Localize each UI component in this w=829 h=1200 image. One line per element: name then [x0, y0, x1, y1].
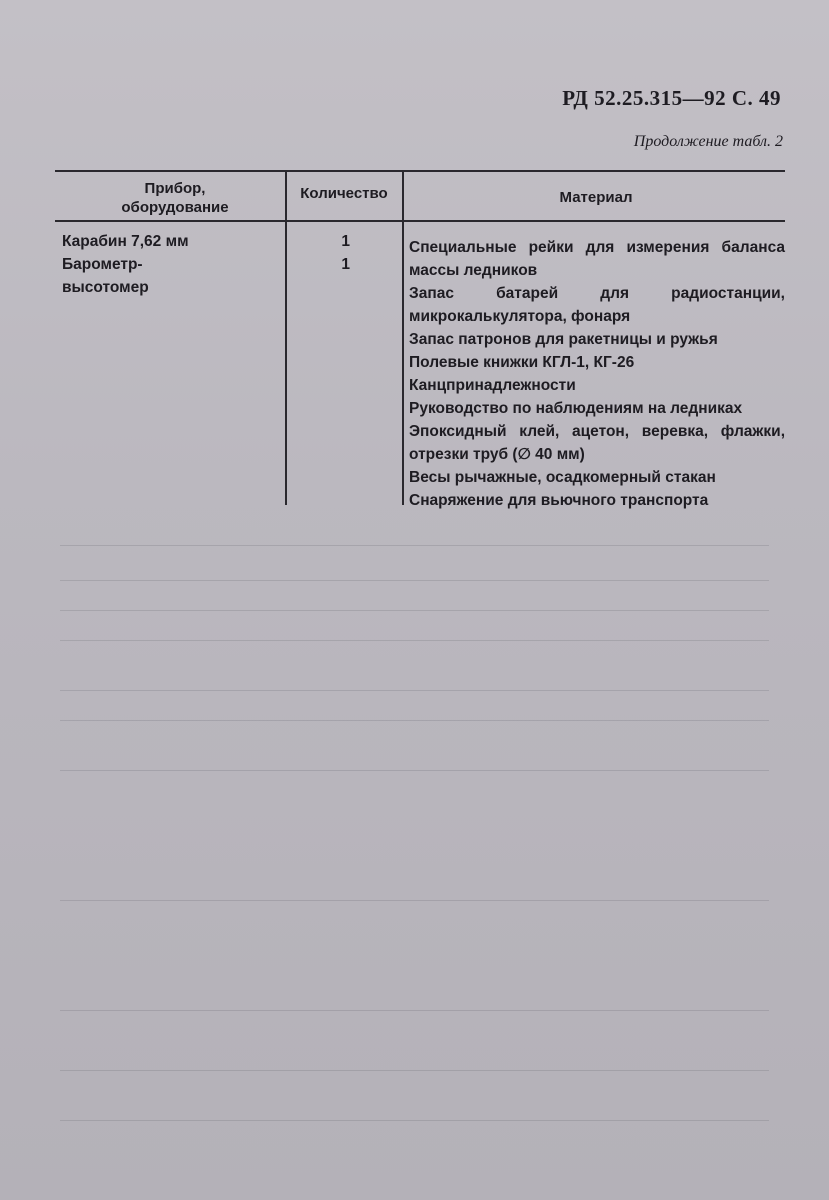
- bleed-through-line: [60, 1010, 769, 1011]
- bleed-through-line: [60, 900, 769, 901]
- bleed-through-line: [60, 720, 769, 721]
- bleed-through-line: [60, 640, 769, 641]
- bleed-through-line: [60, 1070, 769, 1071]
- document-code: РД 52.25.315—92 С. 49: [562, 86, 781, 110]
- material-item: Запас батарей для радиостанции, микрокалькулятора, фонаря: [409, 285, 785, 325]
- material-item: Запас патронов для ракетницы и ружья: [409, 331, 718, 348]
- column-header-quantity: Количество: [300, 185, 388, 202]
- column-header-material: Материал: [559, 189, 633, 206]
- device-cell: Барометр-высотомер: [62, 256, 149, 296]
- material-item: Весы рычажные, осадкомерный стакан: [409, 469, 716, 486]
- bleed-through-line: [60, 690, 769, 691]
- material-item: Эпоксидный клей, ацетон, веревка, флажки, отрезки труб (∅ 40 мм): [409, 423, 785, 463]
- materials-list: [409, 236, 785, 512]
- table-header-rule: [55, 220, 785, 222]
- table-top-rule: [55, 170, 785, 172]
- material-item: Полевые книжки КГЛ-1, КГ-26: [409, 354, 635, 371]
- bleed-through-line: [60, 610, 769, 611]
- bleed-through-line: [60, 1120, 769, 1121]
- column-header-device: Прибор, оборудование: [121, 180, 229, 216]
- column-divider-1: [285, 170, 287, 505]
- quantity-cell: 1: [341, 233, 350, 250]
- table-continuation-label: Продолжение табл. 2: [633, 133, 783, 150]
- device-cell: Карабин 7,62 мм: [62, 233, 189, 250]
- material-item: Руководство по наблюдениям на ледниках: [409, 400, 743, 417]
- bleed-through-line: [60, 580, 769, 581]
- material-item: Специальные рейки для измерения баланса массы ледников: [409, 239, 785, 279]
- quantity-cell: 1: [341, 256, 350, 273]
- column-divider-2: [402, 170, 404, 505]
- equipment-table: [55, 170, 785, 509]
- material-item: Канцпринадлежности: [409, 377, 576, 394]
- material-item: Снаряжение для вьючного транспорта: [409, 492, 709, 509]
- bleed-through-line: [60, 545, 769, 546]
- bleed-through-line: [60, 770, 769, 771]
